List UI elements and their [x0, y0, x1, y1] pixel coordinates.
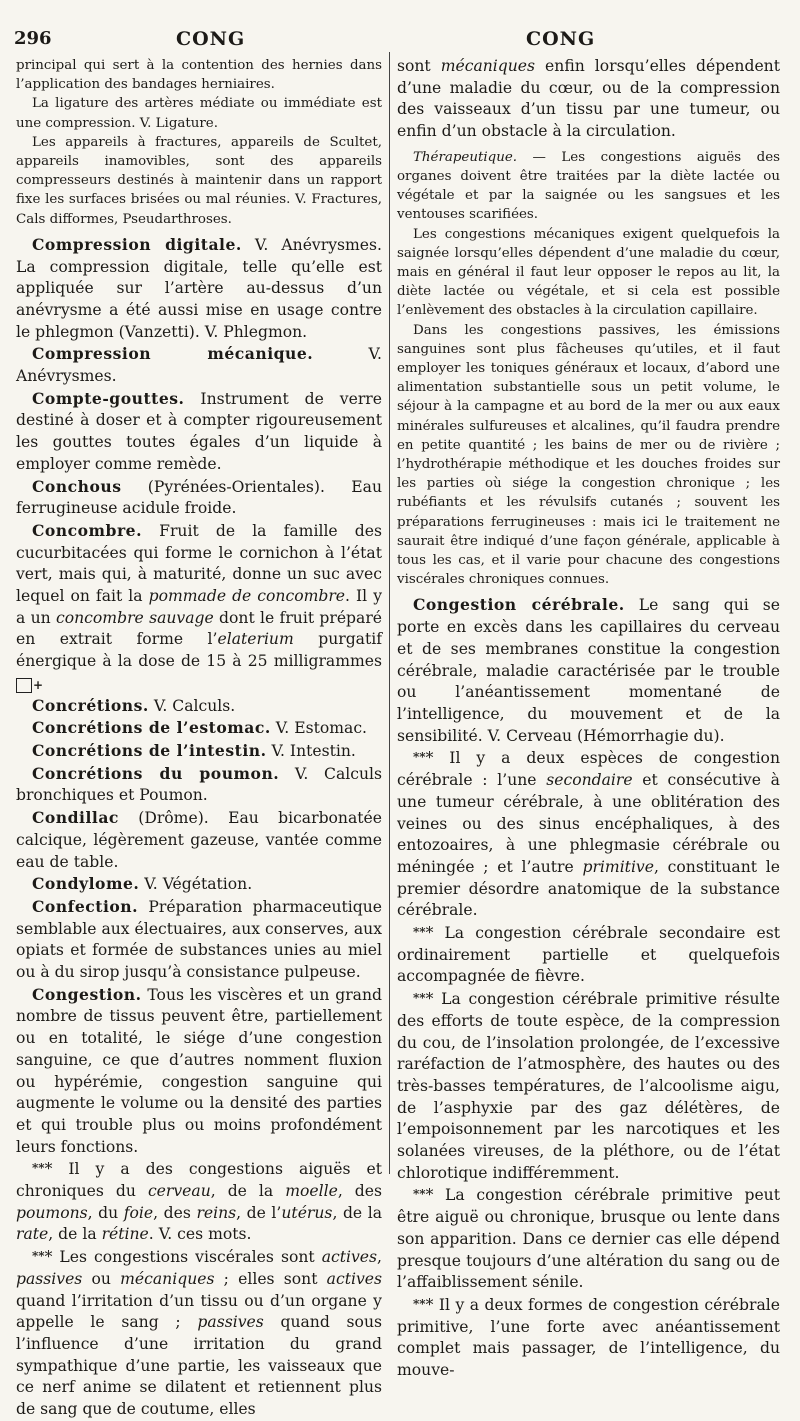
- right-column: [397, 56, 780, 1382]
- entry-condillac: [16, 807, 382, 873]
- italic-term: actives: [321, 1248, 378, 1267]
- entry-compression-digitale: [16, 234, 382, 344]
- entry-headword: Compression mécanique.: [32, 344, 314, 364]
- italic-term: moelle: [285, 1182, 338, 1201]
- entry-text: V. Anévrysmes. La compression digitale, telle qu’elle est appliquée sur l’artère au-dessus d’un anévrysme a été aussi mise en usage contre le phlegmon (Vanzetti). V. Phlegmon.: [16, 235, 382, 341]
- plus-box-icon: +: [16, 678, 32, 693]
- italic-term: concombre sauvage: [56, 608, 214, 627]
- entry-headword: Concrétions.: [32, 695, 149, 715]
- paragraph-congestions-viscerales: [16, 1246, 382, 1421]
- entry-text: purgatif énergique à la dose de 15 à 25 milligrammes: [16, 630, 382, 671]
- entry-text: V. Calculs bronchiques et Poumon.: [16, 764, 382, 805]
- page-header: [0, 22, 800, 52]
- italic-term: pommade de concombre: [148, 587, 346, 606]
- entry-condylome: [16, 873, 382, 896]
- entry-text: V. Intestin.: [266, 742, 356, 760]
- asterism-icon: **: [413, 1296, 426, 1311]
- paragraph-appareils: Les appareils à fractures, appareils de Scultet, appareils inamovibles, sont des appareils compresseurs destinés à maintenir dans un rapport fixe les surfaces brisées ou mal réunies. V. Fractures, Cals difformes, Pseudarthroses.: [16, 134, 382, 227]
- entry-headword: Condillac: [32, 808, 119, 828]
- entry-conchous: [16, 476, 382, 520]
- running-head-left: CONG: [176, 28, 246, 50]
- paragraph-deux-formes: [397, 1294, 780, 1382]
- entry-concretions-intestin: [16, 740, 382, 763]
- entry-text: ,: [377, 1248, 382, 1267]
- entry-headword: Conchous: [32, 476, 122, 496]
- entry-text: , des: [153, 1203, 197, 1222]
- asterism-icon: **: [413, 1187, 426, 1202]
- section-label: Thérapeutique.: [413, 149, 518, 165]
- entry-text: (Pyrénées-Orientales). Eau ferrugineuse acidule froide.: [16, 477, 382, 518]
- entry-headword: Congestion.: [32, 984, 142, 1004]
- entry-text: — Les congestions aiguës des organes doivent être traitées par la diète lactée ou végétale et par la saignée ou les sangsues et les ventouses scarifiées.: [397, 149, 780, 223]
- column-divider: [389, 52, 390, 1174]
- entry-text: * Il y a deux espèces de congestion cérébrale : l’une: [397, 749, 780, 790]
- entry-text: Tous les viscères et un grand nombre de tissus peuvent être, partiellement ou en totalité, le siége d’une congestion sanguine, ce que d’autres nomment fluxion ou hypérémie, congestion sanguine qui augmente le volume ou la densité des parties et qui trouble plus ou moins profondément leurs fonctions.: [16, 985, 382, 1156]
- entry-text: dont le fruit préparé en extrait forme l’: [16, 608, 383, 649]
- entry-text: quand sous l’influence d’une irritation du grand sympathique d’une partie, les vaisseaux que ce nerf anime se dilatent et retiennent plus de sang que de coutume, elles: [16, 1313, 382, 1419]
- paragraph-mecaniques: [397, 56, 780, 143]
- entry-text: Instrument de verre destiné à doser et à compter rigoureusement les gouttes toutes égales d’un liquide à employer comme remède.: [16, 389, 382, 473]
- running-head-right: CONG: [526, 28, 596, 50]
- italic-term: mécaniques: [120, 1269, 215, 1288]
- asterism-icon: **: [32, 1249, 45, 1264]
- entry-headword: Compression digitale.: [32, 234, 242, 254]
- entry-text: Le sang qui se porte en excès dans les capillaires du cerveau et de ses membranes constitue la congestion cérébrale, maladie caractérisée par le trouble ou l’anéantissement momentané de l’intelligence, du mouvement et de la sensibilité. V. Cerveau (Hémorrhagie du).: [397, 596, 780, 745]
- italic-term: utérus: [281, 1203, 333, 1222]
- entry-congestion-cerebrale: [397, 594, 780, 747]
- entry-text: , constituant le premier désordre anatomique de la substance cérébrale.: [397, 857, 780, 920]
- entry-text: * La congestion cérébrale primitive résulte des efforts de toute espèce, de la compression du cou, de l’insolation prolongée, de l’excessive raréfaction de l’atmosphère, des hautes ou des très-basses températures, de l’alcoolisme aigu, de l’asphyxie par des gaz délétères, de l’empoisonnement par les narcotiques et les solanées vireuses, de la pléthore, ou de l’état chlorotique indifféremment.: [397, 990, 780, 1182]
- entry-text: * La congestion cérébrale primitive peut être aiguë ou chronique, brusque ou lente dans son apparition. Dans ce dernier cas elle dépend presque toujours d’une altération du sang ou de l’affaiblissement sénile.: [397, 1186, 780, 1292]
- entry-text: , de la: [210, 1182, 286, 1201]
- entry-text: * Il y a des congestions aiguës et chroniques du: [16, 1160, 382, 1201]
- entry-headword: Confection.: [32, 896, 139, 916]
- entry-headword: Concrétions de l’estomac.: [32, 718, 271, 738]
- left-column: [16, 56, 382, 1421]
- asterism-icon: **: [32, 1161, 45, 1176]
- italic-term: rétine: [101, 1225, 149, 1244]
- entry-text: * La congestion cérébrale secondaire est ordinairement partielle et quelquefois accompagnée de fièvre.: [397, 924, 780, 986]
- entry-headword: Compte-gouttes.: [32, 388, 185, 408]
- paragraph-congestions-passives: Dans les congestions passives, les émissions sanguines sont plus fâcheuses qu’utiles, et il faut employer les toniques généraux et locaux, d’abord une alimentation substantielle sous un petit volume, le séjour à la campagne et au bord de la mer ou aux eaux minérales sulfureuses et alcalines, qu’il faudra prendre en petite quantité ; les bains de mer ou de rivière ; l’hydrothérapie méthodique et les douches froides sur les parties où siége la congestion chronique ; les rubéfiants et les révulsifs cutanés ; souvent les préparations ferrugineuses : mais ici le traitement ne saurait être indiqué d’une façon générale, applicable à tous les cas, et il varie pour chacune des congestions viscérales chroniques connues.: [397, 322, 780, 588]
- entry-text: , de la: [48, 1225, 102, 1244]
- paragraph-primitive-resulte: [397, 988, 780, 1184]
- entry-text: quand l’irritation d’un tissu ou d’un organe y appelle le sang ;: [16, 1291, 382, 1332]
- entry-text: V. Anévrysmes.: [16, 345, 383, 386]
- italic-term: elaterium: [217, 630, 294, 649]
- paragraph-congestions-aigues: [16, 1158, 382, 1246]
- entry-text: Préparation pharmaceutique semblable aux électuaires, aux conserves, aux opiats et formée de substances unies au miel ou à du sirop jusqu’à consistance pulpeuse.: [16, 897, 382, 982]
- entry-text: * Il y a deux formes de congestion cérébrale primitive, l’une forte avec anéantissement complet mais passager, de l’intelligence, du mouve-: [397, 1295, 780, 1380]
- entry-text: V. Estomac.: [270, 719, 368, 738]
- entry-text: * Les congestions viscérales sont: [44, 1248, 322, 1267]
- italic-term: passives: [16, 1269, 83, 1288]
- italic-term: rate: [16, 1225, 49, 1244]
- paragraph-ligature: La ligature des artères médiate ou immédiate est une compression. V. Ligature.: [16, 96, 382, 131]
- entry-text: . Il y a un: [16, 587, 383, 627]
- asterism-icon: **: [413, 991, 426, 1006]
- entry-headword: Concrétions du poumon.: [32, 763, 280, 783]
- entry-text: ou: [82, 1269, 121, 1288]
- entry-text: ; elles sont: [214, 1269, 327, 1288]
- entry-text: enfin lorsqu’elles dépendent d’une maladie du cœur, ou de la compression des vaisseaux d’un tissu par une tumeur, ou enfin d’un obstacle à la circulation.: [397, 57, 780, 141]
- entry-text: sont: [397, 57, 441, 75]
- italic-term: primitive: [582, 857, 654, 876]
- entry-congestion: [16, 984, 382, 1159]
- italic-term: passives: [197, 1313, 264, 1332]
- entry-concretions: [16, 695, 382, 718]
- entry-compte-gouttes: [16, 388, 382, 476]
- paragraph-therapeutique: [397, 148, 780, 225]
- italic-term: actives: [326, 1269, 382, 1288]
- paragraph-congestions-mecaniques: Les congestions mécaniques exigent quelquefois la saignée lorsqu’elles dépendent d’une maladie du cœur, mais en général il faut leur opposer le repos au lit, la diète lactée ou végétale, et si cela est possible l’enlèvement des obstacles à la circulation capillaire.: [397, 226, 780, 319]
- entry-text: V. Végétation.: [139, 875, 253, 894]
- italic-term: reins: [196, 1203, 237, 1222]
- page-number: 296: [14, 28, 52, 49]
- entry-concretions-estomac: [16, 717, 382, 740]
- paragraph-deux-especes: [397, 747, 780, 922]
- entry-text: V. Calculs.: [148, 696, 236, 715]
- entry-concretions-poumon: [16, 763, 382, 807]
- paragraph-continuation: principal qui sert à la contention des hernies dans l’application des bandages herniaires.: [16, 58, 382, 93]
- entry-headword: Congestion cérébrale.: [413, 595, 625, 615]
- paragraph-secondaire: [397, 922, 780, 988]
- entry-text: , du: [87, 1203, 124, 1222]
- asterism-icon: **: [413, 925, 426, 940]
- italic-term: foie: [123, 1203, 154, 1222]
- italic-term: secondaire: [546, 771, 633, 790]
- italic-term: cerveau: [147, 1182, 211, 1201]
- entry-text: , de la: [332, 1203, 383, 1222]
- italic-term: mécaniques: [440, 57, 536, 75]
- entry-compression-mecanique: [16, 343, 382, 387]
- entry-headword: Concombre.: [32, 520, 143, 540]
- entry-text: , des: [337, 1182, 382, 1201]
- entry-text: , de l’: [236, 1203, 282, 1222]
- italic-term: poumons: [16, 1203, 88, 1222]
- entry-text: (Drôme). Eau bicarbonatée calcique, légèrement gazeuse, vantée comme eau de table.: [16, 809, 382, 871]
- entry-concombre: [16, 520, 382, 695]
- entry-text: . V. ces mots.: [148, 1225, 252, 1244]
- entry-text: Fruit de la famille des cucurbitacées qui forme le cornichon à l’état vert, mais qui, à maturité, donne un suc avec lequel on fait la: [16, 521, 382, 606]
- asterism-icon: **: [413, 750, 426, 765]
- entry-headword: Concrétions de l’intestin.: [32, 741, 267, 760]
- entry-text: et consécutive à une tumeur cérébrale, à une oblitération des veines ou des sinus encéphaliques, à des entozoaires, à une phlegmasie cérébrale ou méningée ; et l’autre: [397, 771, 780, 876]
- entry-headword: Condylome.: [32, 874, 140, 894]
- entry-confection: [16, 896, 382, 984]
